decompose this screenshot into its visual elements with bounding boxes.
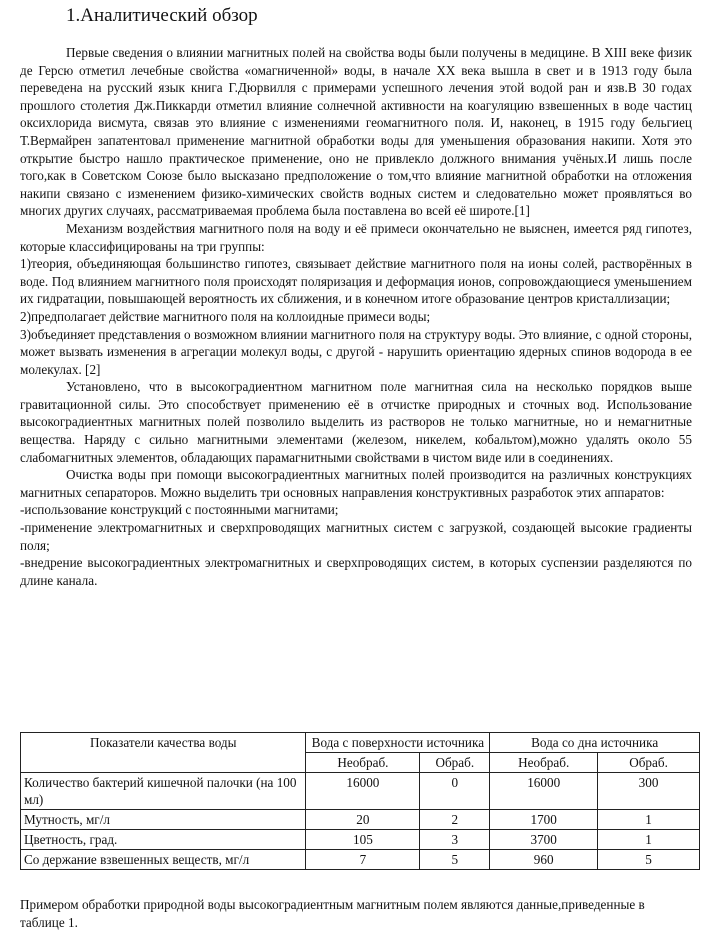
closing-paragraph: Примером обработки природной воды высокоградиентным магнитным полем являются данные,приведенные в таблице 1. (20, 897, 645, 930)
table-cell: 3700 (490, 830, 598, 850)
direction-item-1: -использование конструкций с постоянными магнитами; (20, 502, 339, 518)
table-row (21, 773, 700, 810)
table-cell: 16000 (306, 773, 420, 810)
table-cell: 5 (598, 850, 700, 870)
subheader-treated: Обраб. (598, 753, 700, 773)
table-cell: 7 (306, 850, 420, 870)
table-cell: 1 (598, 830, 700, 850)
direction-item-3: -внедрение высокоградиентных электромагнитных и сверхпроводящих систем, в которых суспензии разделяются по длине канала. (20, 555, 692, 588)
paragraph-separators: Очистка воды при помощи высокоградиентных магнитных полей производится на различных конструкциях магнитных сепараторов. Можно выделить три основных направления конструктивных разработок этих аппаратов: (20, 467, 692, 500)
table-header-row (21, 733, 700, 753)
section-title: 1.Аналитический обзор (66, 5, 258, 26)
paragraph-high-gradient: Установлено, что в высокоградиентном магнитном поле магнитная сила на несколько порядков выше гравитационной силы. Это способствует применению её в отчистке природных и сточных вод. Использование высокоградиентных магнитных полей позволило выделить из растворов не только магнитные, но и немагнитные вещества. Наряду с сильно магнитными элементами (железом, никелем, кобальтом),можно удалять около 55 слабомагнитных элементов, обладающих парамагнитными свойствами в чистом виде или в соединениях. (20, 379, 692, 465)
row-label: Мутность, мг/л (21, 810, 306, 830)
table-cell: 3 (420, 830, 490, 850)
header-surface-water: Вода с поверхности источника (306, 733, 490, 753)
table-cell: 0 (420, 773, 490, 810)
direction-item-2: -применение электромагнитных и сверхпроводящих магнитных систем с загрузкой, создающей высокие градиенты поля; (20, 520, 692, 553)
table-row (21, 810, 700, 830)
paragraph-mechanism: Механизм воздействия магнитного поля на воду и её примеси окончательно не выяснен, имеется ряд гипотез, которые классифицированы на три группы: (20, 220, 692, 254)
subheader-untreated: Необраб. (490, 753, 598, 773)
table-row (21, 850, 700, 870)
hypothesis-item-3: 3)объединяет представления о возможном влиянии магнитного поля на структуру воды. Это влияние, с одной стороны, может вызвать изменения в агрегации молекул воды, с другой - нарушить ориентацию ядерных спинов водорода в ее молекулах. [2] (20, 326, 692, 377)
table-cell: 960 (490, 850, 598, 870)
header-indicator: Показатели качества воды (21, 733, 306, 773)
table-cell: 300 (598, 773, 700, 810)
row-label: Со держание взвешенных веществ, мг/л (21, 850, 306, 870)
paragraph-history: Первые сведения о влиянии магнитных полей на свойства воды были получены в медицине. В XIII веке физик де Герсю отметил лечебные свойства «омагниченной» воды, в начале XX века вышла в свет и в 1913 году была переведена на русский язык книга Г.Дюрвилля с примерами успешного лечения этой водой ран и язв.В 30 годах прошлого столетия Дж.Пиккарди отметил влияние солнечной активности на коагуляцию взвешенных в воде частиц оксихлорида висмута, связав это влияние с изменениями геомагнитного поля. И, наконец, в 1915 году бельгиец Т.Вермайрен запатентовал применение магнитной обработки воды для уменьшения образования накипи. Хотя это открытие быстро нашло практическое применение, оно не привлекло должного внимания учёных.И лишь после того,как в Советском Союзе было высказано предположение о том,что влияние магнитной обработки на отложения накипи связано с изменением физико-химических свойств водных систем и следовательно может проявляться во многих других случаях, рассматриваемая проблема была поставлена во всей её широте.[1] (20, 45, 692, 219)
table-cell: 1700 (490, 810, 598, 830)
subheader-treated: Обраб. (420, 753, 490, 773)
table-cell: 105 (306, 830, 420, 850)
water-quality-table (20, 732, 700, 870)
row-label: Цветность, град. (21, 830, 306, 850)
hypothesis-item-1: 1)теория, объединяющая большинство гипотез, связывает действие магнитного поля на ионы солей, растворённых в воде. Под влиянием магнитного поля происходят поляризация и деформация ионов, сопровождающиеся уменьшением их гидратации, повышающей вероятность их сближения, и в конечном итоге образование центров кристаллизации; (20, 256, 692, 307)
table-cell: 5 (420, 850, 490, 870)
table-cell: 16000 (490, 773, 598, 810)
table-cell: 20 (306, 810, 420, 830)
body-text (20, 44, 692, 589)
header-bottom-water: Вода со дна источника (490, 733, 700, 753)
subheader-untreated: Необраб. (306, 753, 420, 773)
table-cell: 1 (598, 810, 700, 830)
hypothesis-item-2: 2)предполагает действие магнитного поля на коллоидные примеси воды; (20, 308, 431, 324)
table-row (21, 830, 700, 850)
row-label: Количество бактерий кишечной палочки (на 100 мл) (21, 773, 306, 810)
table-cell: 2 (420, 810, 490, 830)
